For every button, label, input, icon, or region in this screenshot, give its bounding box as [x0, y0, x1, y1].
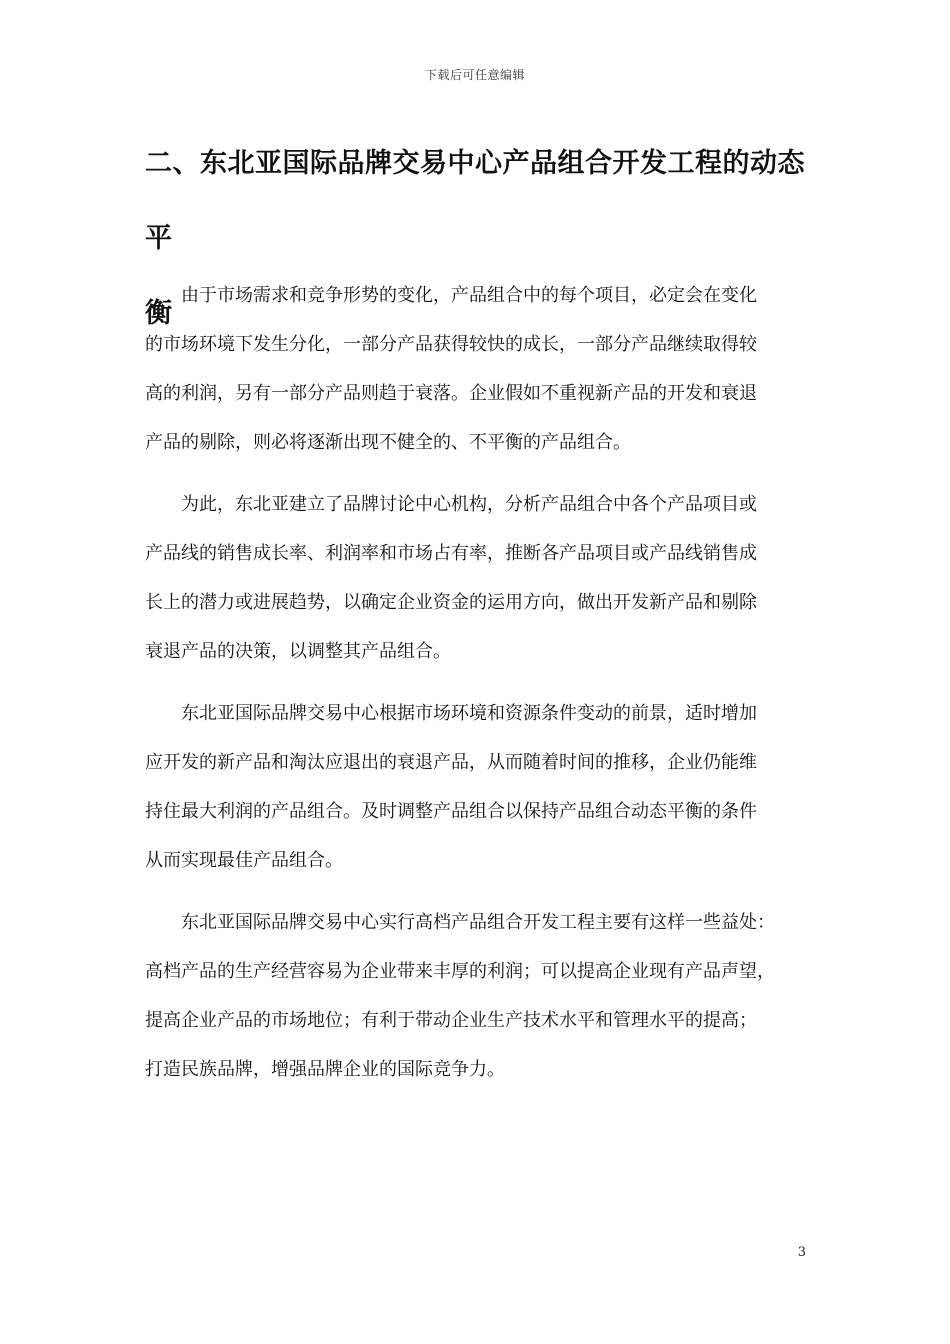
- paragraph-line: 提高企业产品的市场地位；有利于带动企业生产技术水平和管理水平的提高；: [145, 1010, 757, 1031]
- page-number: 3: [797, 1245, 806, 1260]
- paragraph-line: 高的利润，另有一部分产品则趋于衰落。企业假如不重视新产品的开发和衰退: [145, 383, 757, 404]
- paragraph-3: [145, 689, 805, 885]
- paragraph-line: 由于市场需求和竞争形势的变化，产品组合中的每个项目，必定会在变化: [181, 285, 757, 306]
- paragraph-line: 打造民族品牌，增强品牌企业的国际竞争力。: [145, 1059, 505, 1080]
- paragraph-line: 从而实现最佳产品组合。: [145, 850, 343, 871]
- paragraph-line: 长上的潜力或进展趋势，以确定企业资金的运用方向，做出开发新产品和剔除: [145, 592, 757, 613]
- paragraph-line: 衰退产品的决策，以调整其产品组合。: [145, 641, 451, 662]
- paragraph-line: 东北亚国际品牌交易中心实行高档产品组合开发工程主要有这样一些益处：: [181, 912, 775, 933]
- paragraph-1: [145, 271, 805, 467]
- paragraph-line: 的市场环境下发生分化，一部分产品获得较快的成长，一部分产品继续取得较: [145, 334, 757, 355]
- paragraph-line: 持住最大利润的产品组合。及时调整产品组合以保持产品组合动态平衡的条件: [145, 801, 757, 822]
- paragraph-line: 产品线的销售成长率、利润率和市场占有率，推断各产品项目或产品线销售成: [145, 543, 757, 564]
- section-title-line-1: 二、东北亚国际品牌交易中心产品组合开发工程的动态平: [145, 148, 805, 254]
- paragraph-line: 为此，东北亚建立了品牌讨论中心机构，分析产品组合中各个产品项目或: [181, 494, 757, 515]
- header-note: 下载后可任意编辑: [424, 68, 525, 82]
- paragraph-line: 东北亚国际品牌交易中心根据市场环境和资源条件变动的前景，适时增加: [181, 703, 757, 724]
- paragraph-4: [145, 898, 805, 1094]
- paragraph-line: 高档产品的生产经营容易为企业带来丰厚的利润；可以提高企业现有产品声望，: [145, 961, 775, 982]
- section-title-line-2: 衡: [145, 298, 173, 329]
- paragraph-2: [145, 480, 805, 676]
- paragraph-line: 产品的剔除，则必将逐渐出现不健全的、不平衡的产品组合。: [145, 432, 631, 453]
- paragraph-line: 应开发的新产品和淘汰应退出的衰退产品，从而随着时间的推移，企业仍能维: [145, 752, 757, 773]
